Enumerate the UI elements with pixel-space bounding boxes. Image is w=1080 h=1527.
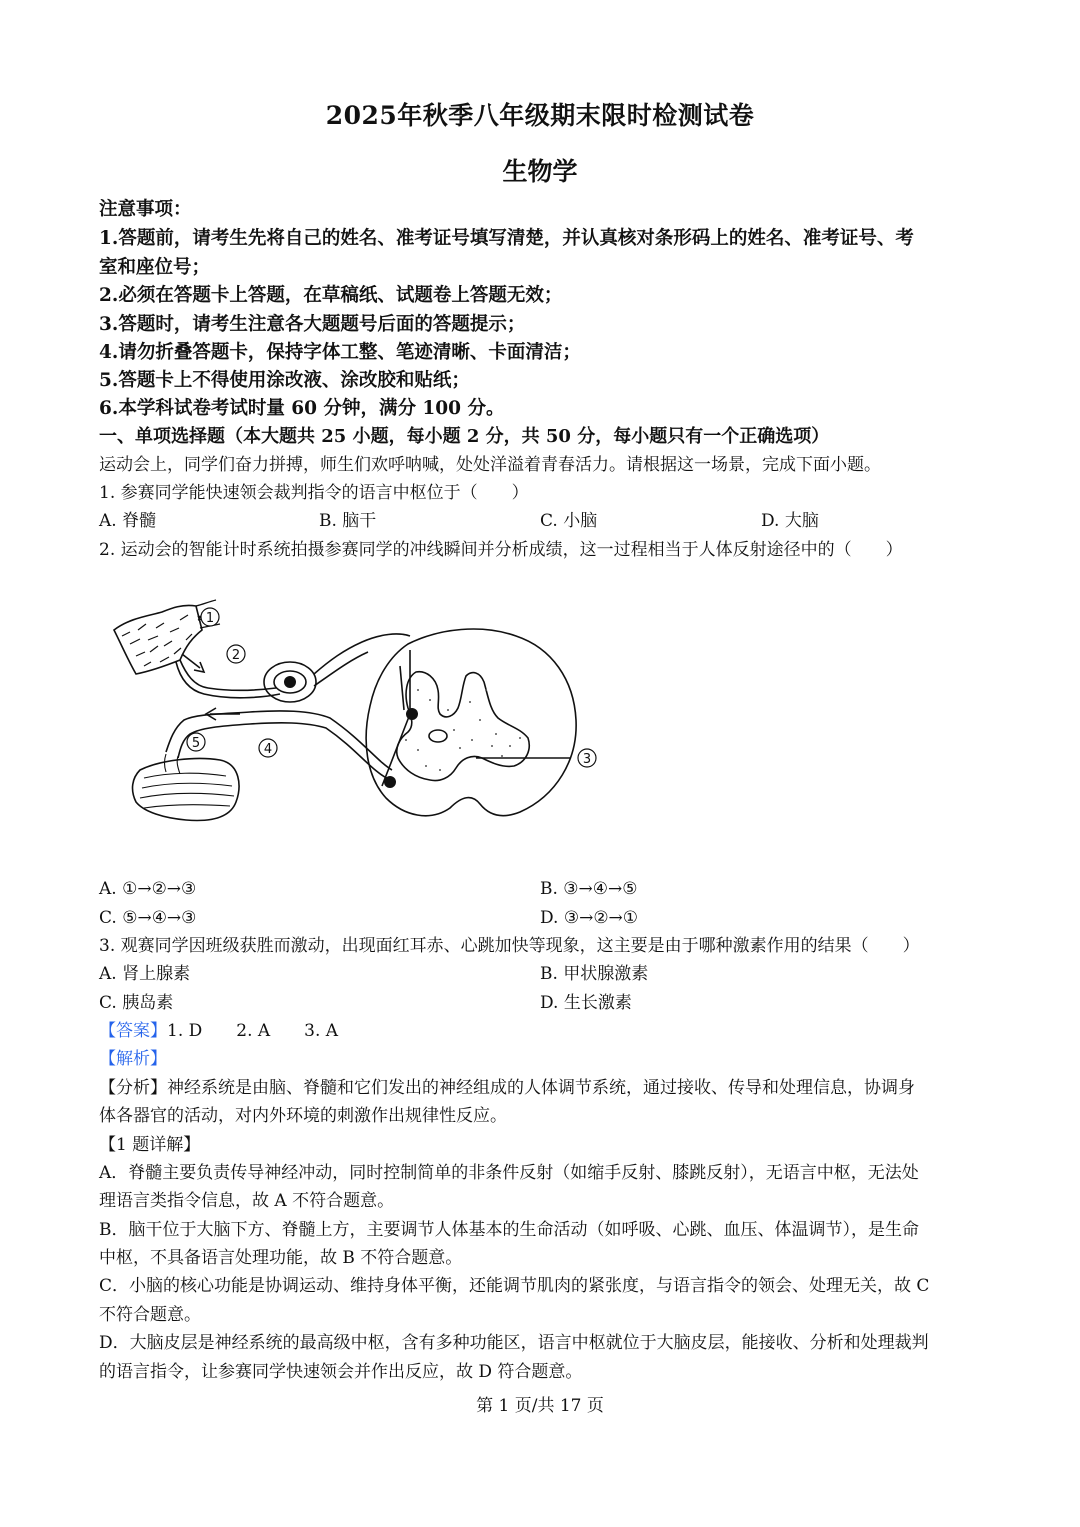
question-2-option-c: C. ⑤→④→③	[99, 908, 197, 928]
svg-text:1: 1	[205, 611, 215, 626]
answer-tag: 【答案】	[99, 1021, 167, 1041]
figure-label-5	[187, 733, 205, 751]
question-2-stem: 2. 运动会的智能计时系统拍摄参赛同学的冲线瞬间并分析成绩，这一过程相当于人体反射途径中的（ ）	[99, 540, 903, 560]
analysis-line: A．脊髓主要负责传导神经冲动，同时控制简单的非条件反射（如缩手反射、膝跳反射），无语言中枢，无法处	[99, 1163, 919, 1183]
answer-line	[99, 1019, 338, 1043]
analysis-tag: 【解析】	[99, 1049, 167, 1069]
question-3-stem: 3. 观赛同学因班级获胜而激动，出现面红耳赤、心跳加快等现象，这主要是由于哪种激素作用的结果（ ）	[99, 936, 920, 956]
analysis-line: 体各器官的活动，对内外环境的刺激作出规律性反应。	[99, 1106, 507, 1126]
question-3-option-b: B. 甲状腺激素	[540, 964, 649, 984]
analysis-line: 中枢，不具备语言处理功能，故 B 不符合题意。	[99, 1248, 463, 1268]
svg-text:3: 3	[582, 752, 592, 767]
notes-heading: 注意事项：	[99, 199, 192, 220]
analysis-line: 【1 题详解】	[99, 1135, 201, 1155]
svg-text:5: 5	[191, 736, 201, 751]
exam-title: 2025年秋季八年级期末限时检测试卷	[325, 101, 755, 130]
reflex-arc-figure	[100, 590, 620, 860]
svg-text:4: 4	[263, 742, 273, 757]
analysis-line: 的语言指令，让参赛同学快速领会并作出反应，故 D 符合题意。	[99, 1362, 583, 1382]
skin-receptor	[114, 605, 202, 674]
analysis-line: B．脑干位于大脑下方、脊髓上方，主要调节人体基本的生命活动（如呼吸、心跳、血压、体温调节），是生命	[99, 1220, 919, 1240]
question-1-option-b: B. 脑干	[319, 511, 377, 531]
note-item: 4.请勿折叠答题卡，保持字体工整、笔迹清晰、卡面清洁；	[99, 342, 581, 363]
question-3-option-d: D. 生长激素	[540, 993, 632, 1013]
question-3-option-c: C. 胰岛素	[99, 993, 174, 1013]
analysis-line: 【分析】神经系统是由脑、脊髓和它们发出的神经组成的人体调节系统，通过接收、传导和处理信息，协调身	[99, 1078, 915, 1098]
question-1-stem: 1. 参赛同学能快速领会裁判指令的语言中枢位于（ ）	[99, 483, 529, 503]
question-2-option-d: D. ③→②→①	[540, 908, 639, 928]
note-item: 3.答题时，请考生注意各大题题号后面的答题提示；	[99, 314, 526, 335]
subject-title: 生物学	[502, 157, 578, 186]
analysis-line: C．小脑的核心功能是协调运动、维持身体平衡，还能调节肌肉的紧张度，与语言指令的领会、处理无关，故 C	[99, 1276, 930, 1296]
note-item: 室和座位号；	[99, 257, 211, 278]
note-item: 1.答题前，请考生先将自己的姓名、准考证号填写清楚，并认真核对条形码上的姓名、准考证号、考	[99, 228, 914, 249]
answer-text: 1. D 2. A 3. A	[167, 1021, 339, 1041]
figure-label-1	[201, 608, 219, 626]
figure-label-2	[227, 645, 245, 663]
note-item: 5.答题卡上不得使用涂改液、涂改胶和贴纸；	[99, 370, 470, 391]
muscle-effector	[133, 758, 239, 820]
figure-label-4	[259, 739, 277, 757]
section-intro: 运动会上，同学们奋力拼搏，师生们欢呼呐喊，处处洋溢着青春活力。请根据这一场景，完成下面小题。	[99, 455, 881, 475]
question-1-option-c: C. 小脑	[540, 511, 598, 531]
grey-matter	[397, 672, 530, 781]
svg-text:2: 2	[231, 648, 241, 663]
spinal-cord	[366, 629, 576, 816]
note-item: 6.本学科试卷考试时量 60 分钟，满分 100 分。	[99, 398, 505, 419]
note-item: 2.必须在答题卡上答题，在草稿纸、试题卷上答题无效；	[99, 285, 563, 306]
section-heading: 一、单项选择题（本大题共 25 小题，每小题 2 分，共 50 分，每小题只有一个正确选项）	[99, 426, 830, 447]
analysis-line: 理语言类指令信息，故 A 不符合题意。	[99, 1191, 395, 1211]
question-3-option-a: A. 肾上腺素	[99, 964, 191, 984]
analysis-line: D．大脑皮层是神经系统的最高级中枢，含有多种功能区，语言中枢就位于大脑皮层，能接收、分析和处理裁判	[99, 1333, 929, 1353]
question-2-option-a: A. ①→②→③	[99, 879, 197, 899]
question-1-option-d: D. 大脑	[761, 511, 819, 531]
page-number: 第 1 页/共 17 页	[476, 1396, 604, 1416]
question-2-option-b: B. ③→④→⑤	[540, 879, 638, 899]
question-1-option-a: A. 脊髓	[99, 511, 157, 531]
figure-label-3	[578, 749, 596, 767]
analysis-line: 不符合题意。	[99, 1305, 201, 1325]
